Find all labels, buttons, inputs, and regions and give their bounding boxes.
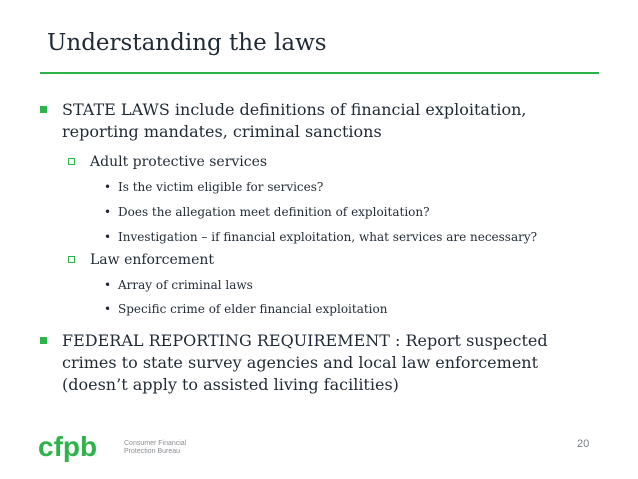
- svg-text:cfpb: cfpb: [38, 432, 98, 462]
- dot-bullet-icon: •: [104, 205, 112, 219]
- list-item: • Investigation – if financial exploitation, what services are necessary?: [104, 230, 538, 244]
- page-number: 20: [577, 438, 590, 450]
- cfpb-logo-mark: [38, 432, 118, 464]
- square-bullet-icon: [40, 337, 47, 344]
- list-item: • Does the allegation meet definition of exploitation?: [104, 205, 430, 219]
- list-item: • Array of criminal laws: [104, 278, 253, 292]
- subbullet-text: Adult protective services: [90, 154, 268, 170]
- square-bullet-icon: [40, 106, 47, 113]
- dot-bullet-icon: •: [104, 278, 112, 292]
- list-item: • Is the victim eligible for services?: [104, 180, 324, 194]
- subbullet-text: Law enforcement: [90, 252, 215, 268]
- bullet-text: STATE LAWS include definitions of financial exploitation, reporting mandates, criminal sanctions: [62, 100, 527, 141]
- bullet-text: FEDERAL REPORTING REQUIREMENT : Report suspected crimes to state survey agencies and local law enforcement (doesn’t apply to assisted living facilities): [62, 331, 548, 394]
- dot-bullet-icon: •: [104, 180, 112, 194]
- dot-bullet-icon: •: [104, 230, 112, 244]
- hollow-square-bullet-icon: [68, 256, 75, 263]
- slide-title: Understanding the laws: [47, 30, 327, 56]
- hollow-square-bullet-icon: [68, 158, 75, 165]
- subbullet-adult-protective-services: [68, 152, 267, 172]
- list-item: • Specific crime of elder financial exploitation: [104, 302, 388, 316]
- bullet-state-laws: [40, 99, 600, 143]
- bullet-federal-reporting: [40, 330, 600, 396]
- dot-bullet-icon: •: [104, 302, 112, 316]
- subbullet-law-enforcement: [68, 250, 214, 270]
- cfpb-logo: [38, 432, 208, 464]
- logo-subtitle: Consumer Financial Protection Bureau: [124, 440, 187, 455]
- title-divider: [40, 72, 599, 74]
